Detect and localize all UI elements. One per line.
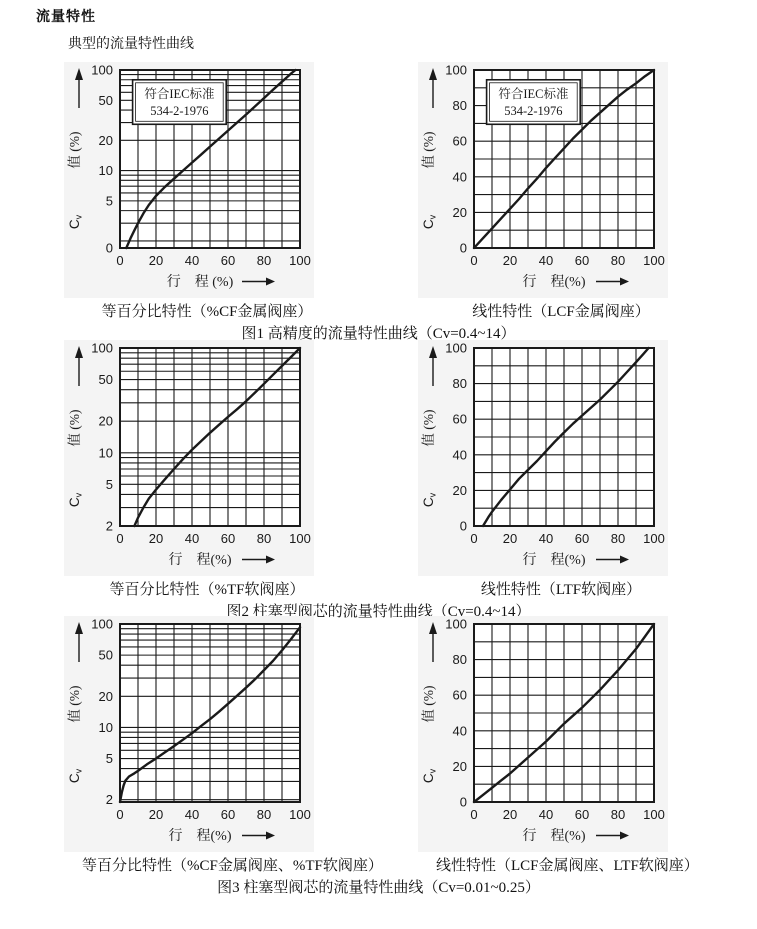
y-tick-label: 10 <box>98 163 113 179</box>
y-tick-label: 2 <box>105 518 113 534</box>
flow-curve-chart <box>64 616 314 852</box>
x-tick-label: 40 <box>538 253 554 268</box>
y-tick-label: 20 <box>452 758 467 774</box>
x-tick-label: 100 <box>289 531 311 546</box>
x-tick-label: 40 <box>538 807 554 822</box>
y-tick-label: 50 <box>98 92 113 108</box>
y-tick-label: 40 <box>452 447 467 463</box>
x-tick-label: 40 <box>184 253 200 268</box>
y-axis-cv-label: Cv <box>421 214 438 230</box>
y-axis-cv-label: Cv <box>67 214 84 230</box>
x-tick-label: 40 <box>184 807 200 822</box>
y-axis-cv-label: Cv <box>421 768 438 784</box>
iec-annotation-line2: 534-2-1976 <box>150 103 209 118</box>
figure-caption-3: 图3 柱塞型阀芯的流量特性曲线（Cv=0.01~0.25） <box>217 880 540 896</box>
chart-equal-percentage-tf <box>64 340 314 599</box>
y-tick-label: 10 <box>98 719 113 735</box>
y-tick-label: 80 <box>452 376 467 392</box>
x-tick-label: 0 <box>470 253 478 268</box>
x-axis-label: 行 程(%) <box>168 829 232 844</box>
flow-curve-chart <box>64 340 314 576</box>
flow-curve-chart <box>64 62 314 298</box>
y-tick-label: 10 <box>98 445 113 461</box>
y-tick-label: 100 <box>445 616 467 632</box>
chart-caption: 线性特性（LTF软阀座） <box>480 582 642 598</box>
x-tick-label: 60 <box>574 531 590 546</box>
chart-caption: 线性特性（LCF金属阀座） <box>472 304 650 320</box>
y-axis-unit-label: 值 (%) <box>67 409 82 447</box>
x-tick-label: 0 <box>116 807 124 822</box>
chart-linear-ltf <box>418 340 668 599</box>
flow-curve-chart <box>418 340 668 576</box>
x-axis-label: 行 程(%) <box>522 829 586 844</box>
figure-caption-2: 图2 柱塞型阀芯的流量特性曲线（Cv=0.4~14） <box>226 604 531 620</box>
y-tick-label: 100 <box>91 62 113 78</box>
y-tick-label: 50 <box>98 647 113 663</box>
x-tick-label: 100 <box>289 807 311 822</box>
y-tick-label: 5 <box>105 476 113 492</box>
y-tick-label: 100 <box>91 340 113 356</box>
y-tick-label: 60 <box>452 687 467 703</box>
chart-caption: 线性特性（LCF金属阀座、LTF软阀座） <box>436 858 699 874</box>
chart-linear-lcf-ltf <box>418 616 699 875</box>
y-tick-label: 2 <box>105 792 113 808</box>
x-tick-label: 20 <box>148 807 164 822</box>
x-tick-label: 0 <box>470 807 478 822</box>
x-tick-label: 80 <box>256 253 272 268</box>
flow-curve-chart <box>418 616 668 852</box>
chart-caption: 等百分比特性（%TF软阀座） <box>109 582 305 598</box>
page-subtitle: 典型的流量特性曲线 <box>68 37 194 52</box>
x-tick-label: 0 <box>116 253 124 268</box>
x-tick-label: 20 <box>148 531 164 546</box>
figure-caption-1: 图1 高精度的流量特性曲线（Cv=0.4~14） <box>241 326 516 342</box>
x-tick-label: 60 <box>220 807 236 822</box>
x-tick-label: 40 <box>538 531 554 546</box>
x-tick-label: 80 <box>610 807 626 822</box>
y-tick-label: 80 <box>452 98 467 114</box>
x-tick-label: 100 <box>643 531 665 546</box>
x-tick-label: 60 <box>220 531 236 546</box>
y-tick-label: 80 <box>452 652 467 668</box>
x-tick-label: 40 <box>184 531 200 546</box>
y-tick-label: 100 <box>91 616 113 632</box>
y-axis-unit-label: 值 (%) <box>67 685 82 723</box>
iec-annotation-line2: 534-2-1976 <box>504 103 563 118</box>
y-tick-label: 60 <box>452 133 467 149</box>
x-tick-label: 20 <box>502 253 518 268</box>
y-axis-cv-label: Cv <box>67 768 84 784</box>
y-tick-label: 0 <box>105 240 113 256</box>
y-tick-label: 40 <box>452 723 467 739</box>
x-tick-label: 60 <box>220 253 236 268</box>
y-tick-label: 100 <box>445 340 467 356</box>
chart-caption: 等百分比特性（%CF金属阀座、%TF软阀座） <box>82 858 383 874</box>
x-axis-label: 行 程(%) <box>522 275 586 290</box>
y-axis-unit-label: 值 (%) <box>421 409 436 447</box>
x-tick-label: 0 <box>470 531 478 546</box>
chart-linear-lcf <box>418 62 668 321</box>
x-tick-label: 80 <box>256 531 272 546</box>
y-tick-label: 20 <box>452 204 467 220</box>
x-tick-label: 80 <box>610 531 626 546</box>
x-axis-label: 行 程 (%) <box>166 275 234 290</box>
x-tick-label: 100 <box>643 807 665 822</box>
chart-caption: 等百分比特性（%CF金属阀座） <box>101 304 313 320</box>
y-tick-label: 100 <box>445 62 467 78</box>
y-tick-label: 0 <box>459 794 467 810</box>
y-tick-label: 50 <box>98 372 113 388</box>
y-tick-label: 0 <box>459 518 467 534</box>
x-tick-label: 60 <box>574 253 590 268</box>
y-axis-unit-label: 值 (%) <box>67 131 82 169</box>
x-tick-label: 80 <box>610 253 626 268</box>
y-tick-label: 60 <box>452 411 467 427</box>
x-tick-label: 20 <box>502 807 518 822</box>
y-tick-label: 20 <box>452 482 467 498</box>
y-axis-cv-label: Cv <box>421 492 438 508</box>
chart-equal-percentage-cf-tf <box>64 616 383 875</box>
x-tick-label: 100 <box>289 253 311 268</box>
y-tick-label: 5 <box>105 751 113 767</box>
y-tick-label: 5 <box>105 193 113 209</box>
x-tick-label: 60 <box>574 807 590 822</box>
y-tick-label: 40 <box>452 169 467 185</box>
y-axis-unit-label: 值 (%) <box>421 131 436 169</box>
x-tick-label: 20 <box>502 531 518 546</box>
y-tick-label: 0 <box>459 240 467 256</box>
x-tick-label: 0 <box>116 531 124 546</box>
x-axis-label: 行 程(%) <box>522 553 586 568</box>
iec-annotation-line1: 符合IEC标准 <box>144 86 215 101</box>
flow-curve-chart <box>418 62 668 298</box>
iec-annotation-line1: 符合IEC标准 <box>498 86 569 101</box>
y-tick-label: 20 <box>98 688 113 704</box>
page-title: 流量特性 <box>36 9 96 25</box>
x-axis-label: 行 程(%) <box>168 553 232 568</box>
chart-equal-percentage-cf <box>64 62 314 321</box>
x-tick-label: 80 <box>256 807 272 822</box>
x-tick-label: 100 <box>643 253 665 268</box>
y-tick-label: 20 <box>98 413 113 429</box>
x-tick-label: 20 <box>148 253 164 268</box>
y-axis-cv-label: Cv <box>67 492 84 508</box>
y-tick-label: 20 <box>98 132 113 148</box>
y-axis-unit-label: 值 (%) <box>421 685 436 723</box>
